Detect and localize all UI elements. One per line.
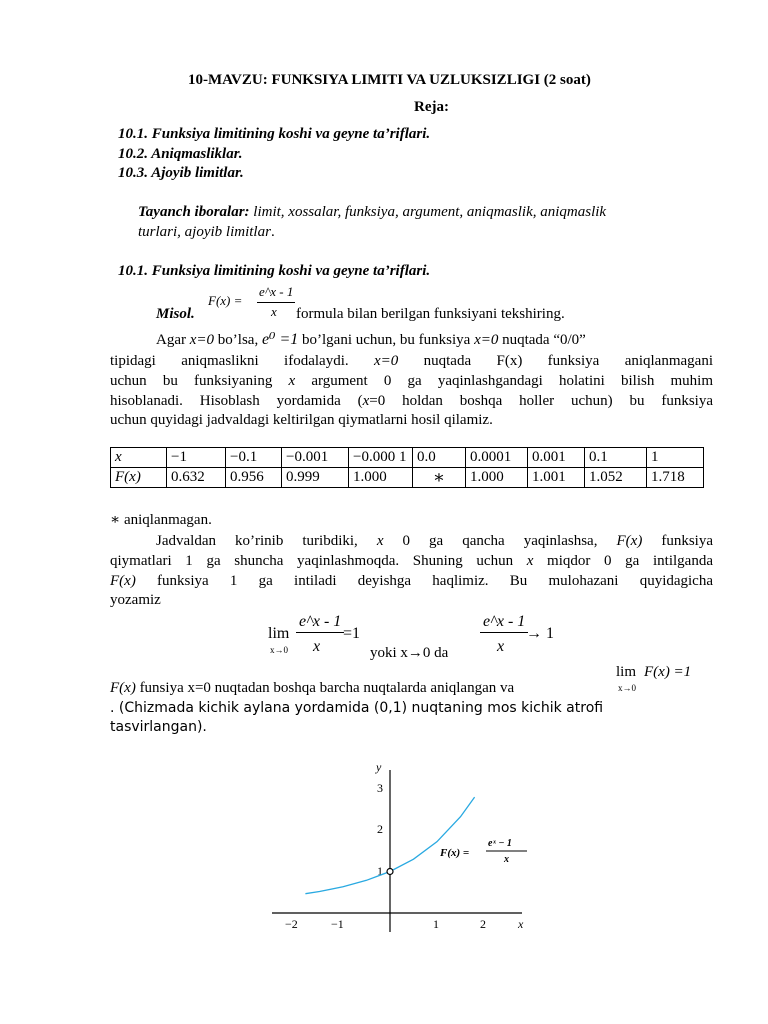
para1-var: x xyxy=(362,393,370,409)
para1-text: tipidagi aniqmaslikni ifodalaydi. xyxy=(110,353,374,369)
para1-line1 xyxy=(156,330,586,350)
plan-item-2: 10.2. Aniqmasliklar. xyxy=(118,146,243,162)
para1-text: bo’lsa, xyxy=(214,332,262,348)
para2-text: miqdor 0 ga intilganda xyxy=(533,553,713,569)
limit2-num: e^x - 1 xyxy=(480,612,528,633)
para2-line1 xyxy=(156,531,713,551)
x-tick-label: −1 xyxy=(331,917,344,931)
para1-text: argument 0 ga yaqinlashgandagi holatini bilish muhim xyxy=(295,373,713,389)
para2-var: F(x) xyxy=(616,533,643,549)
misol-formula-den: x xyxy=(271,304,277,319)
table-cell: 0.999 xyxy=(282,468,349,488)
curve-label-den: x xyxy=(504,854,509,865)
table-cell: 0.632 xyxy=(167,468,226,488)
para1-var: x=0 xyxy=(474,332,499,348)
table-cell: 1.718 xyxy=(647,468,704,488)
para1-text: hisoblanadi. Hisoblash yordamida ( xyxy=(110,393,363,409)
keywords-text2: turlari, ajoyib limitlar xyxy=(138,224,271,240)
footnote: ∗ aniqlanmagan. xyxy=(110,512,212,528)
table-cell: 1.000 xyxy=(349,468,413,488)
keywords-text: limit, xossalar, funksiya, argument, aniqmaslik, aniqmaslik xyxy=(249,204,607,220)
para3-line3: tasvirlangan). xyxy=(110,719,207,735)
x-tick-label: 2 xyxy=(480,917,486,931)
para1-line3 xyxy=(110,371,713,391)
x-tick-label: −2 xyxy=(285,917,298,931)
table-cell: 0.956 xyxy=(226,468,282,488)
table-cell: 1 xyxy=(647,448,704,468)
plan-item-3: 10.3. Ajoyib limitlar. xyxy=(118,165,244,181)
para2-var: x xyxy=(376,533,384,549)
para3-line1 xyxy=(110,678,514,698)
para2-line2 xyxy=(110,551,713,571)
para1-var: x=0 xyxy=(373,353,399,369)
keywords xyxy=(138,202,713,222)
plan-title: Reja: xyxy=(414,99,449,115)
y-tick-label: 3 xyxy=(377,781,383,795)
curve-series xyxy=(305,797,474,894)
section-heading: 10.1. Funksiya limitining koshi va geyne ta’riflari. xyxy=(118,263,431,279)
para2-text: funksiya xyxy=(642,533,713,549)
table-row xyxy=(111,468,704,488)
table-cell: −1 xyxy=(167,448,226,468)
y-tick-label: 1 xyxy=(377,864,383,878)
y-axis-label: y xyxy=(376,760,382,774)
table-row xyxy=(111,448,704,468)
limit-den: x xyxy=(313,638,321,655)
para1-text: nuqtada “0/0” xyxy=(498,332,586,348)
keywords-end: . xyxy=(270,224,275,240)
plan-item-1: 10.1. Funksiya limitining koshi va geyne ta’riflari. xyxy=(118,126,431,142)
table-cell: F(x) xyxy=(111,468,167,488)
keywords-line2 xyxy=(138,222,275,242)
para2-line4: yozamiz xyxy=(110,592,161,608)
para2-text: 0 ga qancha yaqinlashsa, xyxy=(383,533,617,549)
limit-lim: lim xyxy=(268,625,290,642)
para3-line2: . (Chizmada kichik aylana yordamida (0,1) nuqtaning mos kichik atrofi xyxy=(110,700,604,716)
table-cell: x xyxy=(111,448,167,468)
para1-var: x=0 xyxy=(189,332,215,348)
limit-rhs: =1 xyxy=(343,625,361,642)
page-title: 10-MAVZU: FUNKSIYA LIMITI VA UZLUKSIZLIGI (2 soat) xyxy=(188,72,591,88)
table-cell: 0.0001 xyxy=(466,448,528,468)
para2-var: x xyxy=(526,553,534,569)
limit3-lim: lim xyxy=(616,664,637,680)
para3-text: funsiya x=0 nuqtadan boshqa barcha nuqtalarda aniqlangan va xyxy=(135,680,515,696)
para2-text: funksiya 1 ga intiladi deyishga haqlimiz. Bu mulohazani quyidagicha xyxy=(135,573,713,589)
para2-line3 xyxy=(110,571,713,591)
limit2-arrow: → 1 xyxy=(526,625,554,642)
table-cell: −0.001 xyxy=(282,448,349,468)
limit3-expr: F(x) =1 xyxy=(644,664,692,680)
x-axis-label: x xyxy=(518,917,524,931)
table-cell: −0.1 xyxy=(226,448,282,468)
para2-text: qiymatlari 1 ga shuncha yaqinlashmoqda. Shuning uchun xyxy=(110,553,527,569)
para1-text: =0 holdan boshqa holler uchun) bu funksiya xyxy=(369,393,714,409)
y-tick-label: 2 xyxy=(377,822,383,836)
table-cell: 0.001 xyxy=(528,448,585,468)
limit-yoki: yoki x→0 da xyxy=(370,645,449,661)
table-cell: −0.000 1 xyxy=(349,448,413,468)
curve-label-lhs: F(x) = xyxy=(440,847,470,859)
table-cell: 0.1 xyxy=(585,448,647,468)
para3-var: F(x) xyxy=(110,680,136,696)
table-cell: 1.000 xyxy=(466,468,528,488)
curve-label-num: eˣ − 1 xyxy=(488,838,512,849)
limit2-den: x xyxy=(497,638,505,655)
table-cell: 1.001 xyxy=(528,468,585,488)
para1-var: x xyxy=(288,373,296,389)
misol-label: Misol. xyxy=(156,306,195,322)
para1-line4 xyxy=(110,391,713,411)
misol-formula-lhs: F(x) = xyxy=(208,293,243,308)
para1-e0: e⁰ =1 xyxy=(261,331,299,348)
misol-formula-num: e^x - 1 xyxy=(257,282,295,303)
values-table xyxy=(110,447,704,488)
para1-text: nuqtada F(x) funksiya aniqlanmagani xyxy=(398,353,713,369)
limit-num: e^x - 1 xyxy=(296,612,344,633)
misol-text: formula bilan berilgan funksiyani tekshiring. xyxy=(296,306,565,322)
limit3-sub: x→0 xyxy=(618,683,636,693)
para1-text: bo’lgani uchun, bu funksiya xyxy=(298,332,475,348)
table-cell: 0.0 xyxy=(413,448,466,468)
para2-var: F(x) xyxy=(110,573,136,589)
table-cell: 1.052 xyxy=(585,468,647,488)
para1-text: uchun bu funksiyaning xyxy=(110,373,289,389)
table-cell: ∗ xyxy=(413,468,466,488)
para1-line2 xyxy=(110,351,713,371)
para1-text: Agar xyxy=(156,332,190,348)
hollow-point xyxy=(387,869,393,875)
limit-sub: x→0 xyxy=(270,645,288,655)
para2-text: Jadvaldan ko’rinib turibdiki, xyxy=(156,533,377,549)
x-tick-label: 1 xyxy=(433,917,439,931)
para1-line5: uchun quyidagi jadvaldagi keltirilgan qiymatlarni hosil qilamiz. xyxy=(110,412,493,428)
keywords-label: Tayanch iboralar: xyxy=(138,204,250,220)
